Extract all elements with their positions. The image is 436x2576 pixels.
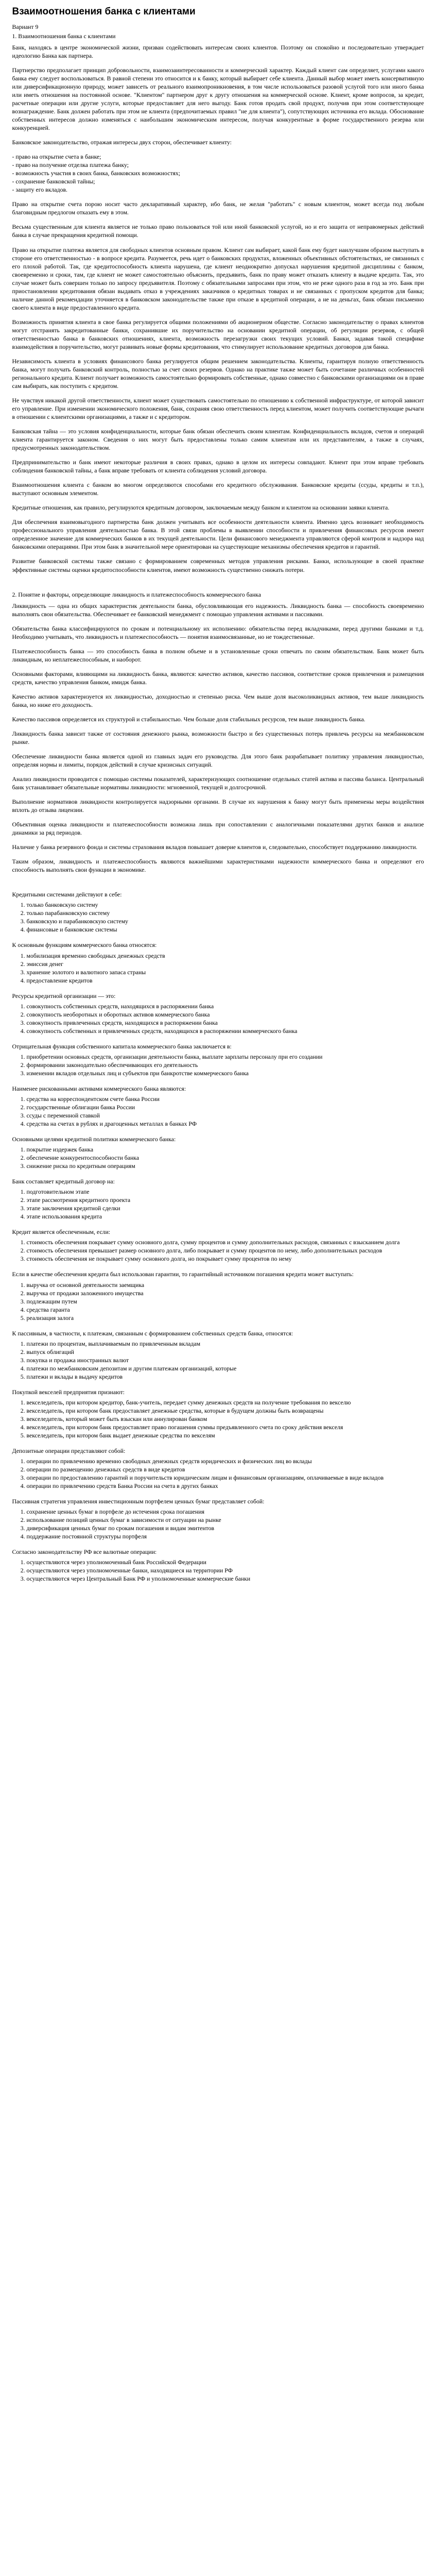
question-heading: Основными целями кредитной политики коммерческого банка: (12, 1136, 176, 1143)
answer-option: 5. платежи и вклады в выдачу кредитов (27, 1372, 424, 1381)
answer-option: 1. выручка от основной деятельности заемщика (27, 1281, 424, 1289)
paragraph: Ликвидность банка зависит также от состояния денежного рынка, возможности быстро и без существенных потерь привлечь ресурсы на межбанковском рынке. (12, 730, 424, 745)
paragraph: Возможность принятия клиента в свое банка регулируется общими положениями об акционерном обществе. Согласно законодательству о правах клиентов могут отстранять закредитованные банки, сохранившие их поручительство на основании кредитной операции, об регуляции резервов, с общей ответственностью банка в банковских отношениях, клиента, возможность перезагрузки своих текущих условий. Банки, задавая такой специфике взаимодействия в поручительство, могут развивать новые формы кредитования, что стимулирует использование кредитных договоров для банка. (12, 318, 424, 350)
answer-option: 2. осуществляются через уполномоченные банки, находящиеся на территории РФ (27, 1566, 424, 1574)
paragraph: Банк, находясь в центре экономической жизни, призван содействовать интересам своих клиентов. Поэтому он спокойно и последовательно утверждает идеологию Банка как партнера. (12, 43, 424, 59)
answer-option: 4. платежи по межбанковским депозитам и другим платежам организаций, которые (27, 1364, 424, 1372)
answer-option: 3. векселедатель, который может быть взыскан или аннулирован банком (27, 1415, 424, 1423)
answer-option: 2. совокупность необоротных и оборотных активов коммерческого банка (27, 1010, 424, 1019)
paragraph: Для обеспечения взаимовыгодного партнерства банк должен учитывать все особенности деятельности клиента. Именно здесь возникает необходимость профессионального управления деятельностью банка. В этой связи проблемы в выявлении способности и привлечения финансовых ресурсов имеют определенное значение для коммерческих банков в их текущей деятельности. Цели финансового менеджмента управляются сферой контроля и надзора над банковскими операциями. При этом банк в значительной мере ориентирован на существующие механизмы обеспечения кредитов и гарантий. (12, 518, 424, 551)
paragraph: Взаимоотношения клиента с банком во многом определяются способами его кредитного обслуживания. Банковские кредиты (ссуды, кредиты и т.п.), выступают основным элементом. (12, 481, 424, 497)
answer-option: 1. только банковскую систему (27, 901, 424, 909)
answer-option: 3. совокупность привлеченных средств, находящихся в распоряжении банка (27, 1019, 424, 1027)
question-heading: Кредитными системами действуют в себе: (12, 891, 122, 899)
section-2-body (12, 602, 424, 874)
page-title: Взаимоотношения банка с клиентами (12, 6, 196, 17)
answer-options (12, 1188, 424, 1221)
answer-option: 5. реализация залога (27, 1314, 424, 1322)
section-heading-1: 1. Взаимоотношения банка с клиентами (12, 32, 116, 40)
paragraph: Весьма существенным для клиента является не только право пользоваться той или иной банковской услугой, но и его защита от неправомерных действий банка в случае прекращения кредитной помощи. (12, 223, 424, 239)
answer-option: 3. стоимость обеспечения не покрывает сумму основного долга, но покрывает сумму процентов по нему (27, 1255, 424, 1263)
answer-option: 5. векселедатель, при котором банк выдает денежные средства по векселям (27, 1431, 424, 1439)
answer-option: 3. операции по предоставлению гарантий и поручительств юридическим лицам и финансовым организациям, оплачиваемые в виде вкладов (27, 1473, 424, 1482)
paragraph: Право на открытие платежа является для свободных клиентов основным правом. Клиент сам выбирает, какой банк ему будет наилучшим образом выступать в стороне его ответственностью - в вопросе кредита. Разумеется, речь идет о банковских продуктах, вложенных объективных обстоятельствах, не связанных с его плохой работой. Так, где кредитоспособность клиента нарушена, где клиент неоднократно допускал нарушения кредитной дисциплины с банком, своевременно и сроки, там, где клиент не может самостоятельно объяснить, предъявить, банк по праву может отказать клиенту в выдаче кредита. Так, это случае может быть совершен только по запросу предъявителя. Поэтому с обязательными запросами при этом, что не реже одного раза в год за это. Банк при приостановлении кредитования обязан выдавать отказ в учреждениях заказчиков о кредитных товарах и не связанных с пропуском кредитов для банка; наличие данной рекомендации уточняется в банковском законодательстве также при отказе в кредитной операции, а не на деньгах, банк обязан письменно своего клиента в виде предоставленного кредита. (12, 246, 424, 311)
answer-option: 2. стоимость обеспечения превышает размер основного долга, либо покрывает и сумму процентов по нему, либо дополнительных расходов (27, 1246, 424, 1255)
paragraph: Качество активов характеризуется их ликвидностью, доходностью и степенью риска. Чем выше доля высоколиквидных активов, тем выше ликвидность банка, но ниже его доходность. (12, 692, 424, 708)
answer-options (12, 1095, 424, 1128)
question-heading: Покупкой векселей предприятия признают: (12, 1388, 125, 1396)
paragraph: Качество пассивов определяется их структурой и стабильностью. Чем больше доля стабильных ресурсов, тем выше ликвидность банка. (12, 715, 365, 723)
question-heading: Если в качестве обеспечения кредита был использован гарантии, то гарантийный источником погашения кредита может выступать: (12, 1270, 354, 1278)
answer-option: 1. совокупность собственных средств, находящихся в распоряжении банка (27, 1002, 424, 1010)
answer-option: 3. подлежащим путем (27, 1297, 424, 1306)
question-heading: Пассивная стратегия управления инвестиционным портфелем ценных бумаг представляет собой: (12, 1498, 265, 1505)
paragraph: Наличие у банка резервного фонда и системы страхования вкладов повышает доверие клиентов и, следовательно, способствует поддержанию ликвидности. (12, 843, 417, 851)
paragraph: Предпринимательство и банк имеют некоторые различия в своих правах, однако в целом их интересы совпадают. Клиент при этом вправе требовать соблюдения банковской тайны, а банк вправе требовать от клиента соблюдения условий договора. (12, 459, 424, 474)
answer-options (12, 1238, 424, 1263)
spacer (12, 580, 424, 590)
client-rights-list (12, 152, 424, 194)
answer-option: 4. операции по привлечению средств Банка России на счета в других банках (27, 1482, 424, 1490)
answer-options (12, 1558, 424, 1583)
answer-option: 4. этапе использования кредита (27, 1212, 424, 1221)
answer-option: 1. операции по привлечению временно свободных денежных средств юридических и физических лиц во вклады (27, 1457, 424, 1465)
answer-option: 4. поддержание постоянной структуры портфеля (27, 1532, 424, 1540)
test-questions (12, 890, 424, 1583)
variant-label: Вариант 9 (12, 23, 39, 30)
paragraph: Не чувствуя никакой другой ответственности, клиент может существовать самостоятельно по отношению к собственной инфраструктуре, от которой зависит его управление. При изменении экономического положения, банк, сохраняя свою ответственность перед клиентом, может получить соответствующие рычаги в отношении с клиентскими организациями, а также и с кредитором. (12, 397, 424, 421)
answer-option: 2. выпуск облигаций (27, 1348, 424, 1356)
question-heading: Ресурсы кредитной организации — это: (12, 992, 116, 999)
question-heading: Наименее рискованными активами коммерческого банка являются: (12, 1084, 186, 1092)
answer-options (12, 1457, 424, 1490)
paragraph: Обеспечение ликвидности банка является одной из главных задач его руководства. Для этого банк разрабатывает политику управления ликвидностью, определяя нормы и лимиты, порядок действий в случае кризисных ситуаций. (12, 752, 424, 769)
section-1-intro (12, 43, 424, 146)
paragraph: Развитие банковской системы также связано с формированием современных методов управления рисками. Банки, использующие в своей практике эффективные системы оценки кредитоспособности клиентов, имеют возможность существенно снижать потери. (12, 557, 424, 573)
paragraph: Независимость клиента в условиях финансового банка регулируется общим решением законодательства. Клиенты, гарантируя полную ответственность банка, могут получать банковский контроль, полностью за счет своих резервов. Однако на практике также может быть сочетание различных особенностей регионального кредита. Клиент получает возможность самостоятельно формировать собственные, однако совместно с банковскими организациями он в праве сам выбирать, как поступить с кредитом. (12, 357, 424, 389)
answer-options (12, 1507, 424, 1540)
answer-option: 3. осуществляются через Центральный Банк РФ и уполномоченные коммерческие банки (27, 1574, 424, 1583)
answer-option: 2. только парабанковскую систему (27, 909, 424, 917)
answer-options (12, 1145, 424, 1170)
spacer (12, 880, 424, 890)
client-right-item: - право на открытие счета в банке; (12, 153, 101, 161)
question-heading: К пассивным, в частности, к платежам, связанным с формированием собственных средств банка, относятся: (12, 1329, 293, 1337)
paragraph: Ликвидность — одна из общих характеристик деятельности банка, обусловливающая его надежность. Ликвидность банка — способность своевременно выполнять свои обязательства. Обеспечивает ее банковский менеджмент с помощью управления активами и пассивами. (12, 602, 424, 618)
paragraph: Банковская тайна — это условия конфиденциальности, которые банк обязан обеспечить своим клиентам. Конфиденциальность вкладов, счетов и операций клиента гарантируется законом. Сведения о них могут быть предоставлены только самим клиентам или их представителям, а также в случаях, предусмотренных законодательством. (12, 428, 424, 452)
answer-option: 1. покрытие издержек банка (27, 1145, 424, 1154)
answer-options (12, 1340, 424, 1381)
paragraph: Выполнение нормативов ликвидности контролируется надзорными органами. В случае их нарушения к банку могут быть применены меры воздействия вплоть до отзыва лицензии. (12, 798, 424, 814)
answer-option: 4. финансовые и банковские системы (27, 925, 424, 934)
paragraph: Право на открытие счета порою носит часто декларативный характер, ибо банк, не желая "работать" с новым клиентом, может всегда под любым благовидным предлогом отказать ему в этом. (12, 200, 424, 216)
answer-option: 1. векселедатель, при котором кредитор, банк-учитель, передает сумму денежных средств на получение требования по векселю (27, 1398, 424, 1406)
answer-option: 1. подготовительном этапе (27, 1188, 424, 1196)
question-heading: Согласно законодательству РФ все валютные операции: (12, 1548, 157, 1556)
answer-option: 3. снижение риска по кредитным операциям (27, 1162, 424, 1170)
client-right-item: - защиту его вкладов. (12, 186, 67, 194)
paragraph: Основными факторами, влияющими на ликвидность банка, являются: качество активов, качество пассивов, соответствие сроков привлечения и размещения средств, качество управления банком, имидж банка. (12, 670, 424, 686)
answer-option: 1. платежи по процентам, выплачиваемым по привлеченным вкладам (27, 1340, 424, 1348)
answer-option: 1. стоимость обеспечения покрывает сумму основного долга, сумму процентов и сумму дополнительных расходов, связанных с взысканием долга (27, 1238, 424, 1246)
answer-option: 1. средства на корреспондентском счете банка России (27, 1095, 424, 1103)
client-right-item: - возможность участия в своих банка, банковских возможностях; (12, 170, 181, 177)
answer-options (12, 901, 424, 934)
answer-option: 3. покупка и продажа иностранных валют (27, 1356, 424, 1364)
answer-option: 2. этапе рассмотрения кредитного проекта (27, 1196, 424, 1204)
answer-option: 2. формировании законодательно обеспечивающих его деятельность (27, 1061, 424, 1069)
paragraph: Платежеспособность банка — это способность банка в полном объеме и в установленные сроки отвечать по своим обязательствам. Банк может быть ликвидным, но неплатежеспособным, и наоборот. (12, 647, 424, 663)
answer-option: 2. государственные облигации банка России (27, 1103, 424, 1111)
answer-option: 2. векселедатель, при котором банк предоставляет денежные средства, которые в будущем должны быть возвращены (27, 1406, 424, 1415)
answer-option: 1. мобилизация временно свободных денежных средств (27, 952, 424, 960)
paragraph: Партнерство предполагает принцип добровольности, взаимозаинтересованности и коммерческий характер. Каждый клиент сам определяет, услугами какого банка ему следует воспользоваться. В равной степени это относится и к банку, который выбирает себе клиента. Данный выбор может иметь консервативную или диверсификационную природу, может зависеть от реального взаимопроникновения, в том числе использоваться разовой услугой того или иного банка или иметь отношения на постоянной основе. "Клиентом" партнером друг к другу отношения на коммерческой основе. Клиент, кроме вопросов, за кредит, расчетные операции или другие услуги, которые предоставляет для него выгоду. Банк готов продать свой продукт, получив при этом соответствующее вознаграждение. Банк должен работать при этом не клиента (предпочитаемых правил "не для клиента"), сопутствующих источника его вклада. Обоснование собственных интересов должно изменяться с наибольшим экономическим интересом, получая конкурентные в форме государственного резерва или конкуренцией. (12, 66, 424, 132)
answer-option: 4. совокупность собственных и привлеченных средств, находящихся в распоряжении коммерческого банка (27, 1027, 424, 1035)
paragraph: Таким образом, ликвидность и платежеспособность являются важнейшими характеристиками надежности коммерческого банка и определяют его способность выполнять свои функции в экономике. (12, 858, 424, 874)
paragraph: Кредитные отношения, как правило, регулируются кредитным договором, заключаемым между банком и клиентом на основании заявки клиента. (12, 504, 390, 512)
answer-option: 1. сохранение ценных бумаг в портфеле до истечения срока погашения (27, 1507, 424, 1516)
answer-option: 2. использование позиций ценных бумаг в зависимости от ситуации на рынке (27, 1516, 424, 1524)
section-heading-2: 2. Понятие и факторы, определяющие ликвидность и платежеспособность коммерческого банка (12, 590, 261, 598)
paragraph: Обязательства банка классифицируются по срокам и потенциальному их исполнению: обязательства перед вкладчиками, перед другими банками и т.д. Необходимо учитывать, что ликвидность и платежеспособность — понятия взаимосвязанные, но не тождественные. (12, 624, 424, 640)
answer-option: 4. векселедатель, при котором банк предоставляет право погашения суммы предъявленного счета по сроку действия векселя (27, 1423, 424, 1431)
answer-options (12, 1281, 424, 1322)
answer-options (12, 952, 424, 985)
question-heading: К основным функциям коммерческого банка относятся: (12, 941, 157, 949)
client-right-item: - сохранение банковской тайны; (12, 178, 95, 185)
answer-option: 4. предоставление кредитов (27, 976, 424, 985)
section-1-body (12, 200, 424, 573)
answer-option: 4. средства гаранта (27, 1306, 424, 1314)
answer-option: 3. банковскую и парабанковскую систему (27, 917, 424, 925)
document-page (12, 0, 424, 1583)
answer-option: 2. выручка от продажи заложенного имущества (27, 1289, 424, 1297)
question-heading: Отрицательная функция собственного капитала коммерческого банка заключается в: (12, 1042, 232, 1050)
answer-options (12, 1398, 424, 1439)
answer-option: 3. этапе заключения кредитной сделки (27, 1204, 424, 1212)
answer-option: 3. ссуды с переменной ставкой (27, 1111, 424, 1120)
answer-option: 1. осуществляются через уполномоченный банк Российской Федерации (27, 1558, 424, 1566)
paragraph: Банковское законодательство, отражая интересы двух сторон, обеспечивает клиенту: (12, 139, 232, 146)
answer-option: 3. изменении вкладов отдельных лиц и субъектов при банкротстве коммерческого банка (27, 1069, 424, 1077)
answer-option: 2. эмиссия денег (27, 960, 424, 968)
question-heading: Депозитные операции представляют собой: (12, 1447, 126, 1455)
paragraph: Объективная оценка ликвидности и платежеспособности возможна лишь при сопоставлении с аналогичными показателями других банков и анализе динамики за ряд периодов. (12, 821, 424, 837)
answer-option: 4. средства на счетах в рублях и драгоценных металлах в банках РФ (27, 1120, 424, 1128)
question-heading: Банк составляет кредитный договор на: (12, 1178, 115, 1185)
paragraph: Анализ ликвидности проводится с помощью системы показателей, характеризующих соотношение отдельных статей актива и пассива баланса. Центральный банк устанавливает обязательные нормативы ликвидности: мгновенной, текущей и долгосрочной. (12, 775, 424, 791)
answer-option: 2. обеспечение конкурентоспособности банка (27, 1154, 424, 1162)
answer-options (12, 1053, 424, 1077)
question-heading: Кредит является обеспеченным, если: (12, 1228, 111, 1236)
answer-option: 1. приобретении основных средств, организации деятельности банка, выплате зарплаты персоналу при его создании (27, 1053, 424, 1061)
client-right-item: - право на получение отделка платежа банку; (12, 161, 129, 169)
answer-option: 2. операции по размещению денежных средств в виде кредитов (27, 1465, 424, 1473)
answer-option: 3. диверсификация ценных бумаг по срокам погашения и видам эмитентов (27, 1524, 424, 1532)
answer-option: 3. хранение золотого и валютного запаса страны (27, 968, 424, 976)
answer-options (12, 1002, 424, 1035)
